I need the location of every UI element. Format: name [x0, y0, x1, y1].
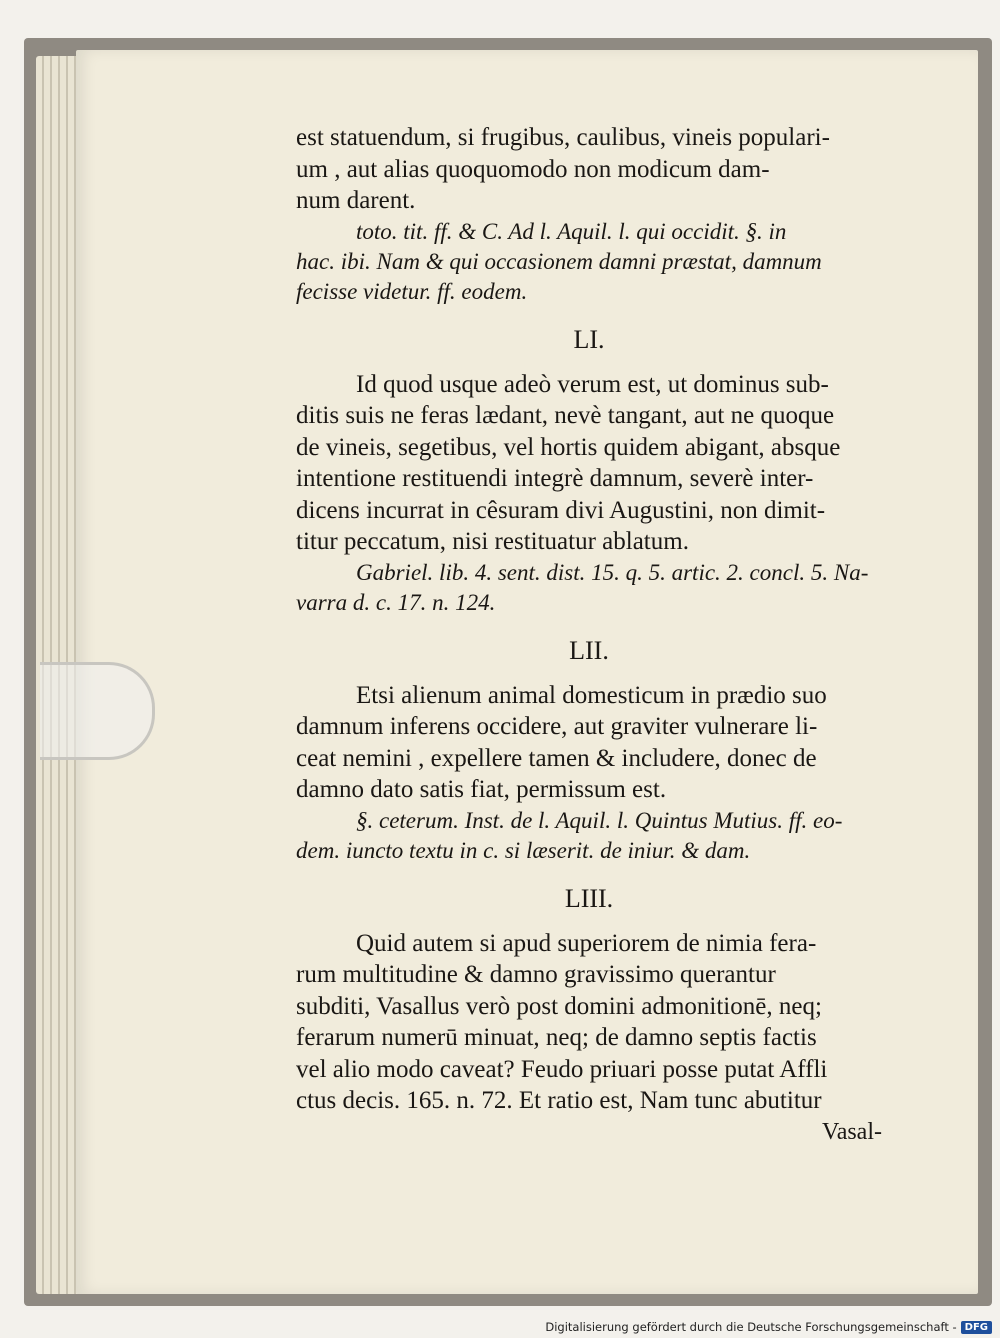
text-line: damno dato satis fiat, permissum est. — [296, 776, 667, 803]
paragraph-continued — [296, 122, 882, 217]
text-line: ferarum numerū minuat, neq; de damno septis factis — [296, 1024, 817, 1051]
text-line: Etsi alienum animal domesticum in prædio suo — [356, 681, 827, 709]
reference-line: hac. ibi. Nam & qui occasionem damni præstat, damnum — [296, 248, 822, 274]
reference-line: Gabriel. lib. 4. sent. dist. 15. q. 5. artic. 2. concl. 5. Na- — [356, 559, 869, 585]
text-line: ditis suis ne feras lædant, nevè tangant, aut ne quoque — [296, 402, 835, 429]
section-heading-52: LII. — [569, 635, 609, 665]
reference-line: fecisse videtur. ff. eodem. — [296, 278, 528, 304]
text-line: titur peccatum, nisi restituatur ablatum. — [296, 528, 689, 555]
text-line: ceat nemini , expellere tamen & includere, donec de — [296, 744, 817, 772]
section-heading-53: LIII. — [564, 883, 614, 913]
paragraph-53 — [296, 928, 882, 1117]
text-line: dicens incurrat in cêsuram divi Augustini, non dimit- — [296, 496, 826, 524]
catchword: Vasal- — [822, 1118, 882, 1145]
reference-line: varra d. c. 17. n. 124. — [296, 589, 496, 615]
section-heading-51: LI. — [573, 324, 605, 354]
text-line: Quid autem si apud superiorem de nimia fera- — [356, 929, 817, 957]
footer-text: Digitalisierung gefördert durch die Deutsche Forschungsgemeinschaft - — [545, 1320, 957, 1334]
text-line: damnum inferens occidere, aut graviter vulnerare li- — [296, 713, 818, 740]
reference-line: toto. tit. ff. & C. Ad l. Aquil. l. qui occidit. §. in — [356, 218, 787, 244]
text-line: Id quod usque adeò verum est, ut dominus sub- — [356, 370, 829, 398]
paragraph-51 — [296, 369, 882, 558]
text-line: ctus decis. 165. n. 72. Et ratio est, Nam tunc abutitur — [296, 1087, 822, 1114]
text-line: vel alio modo caveat? Feudo priuari posse putat Affli — [296, 1055, 828, 1083]
text-line: num darent. — [296, 187, 416, 214]
text-line: subditi, Vasallus verò post domini admonitionē, neq; — [296, 992, 822, 1020]
digitization-footer — [545, 1320, 992, 1334]
reference-line: dem. iuncto textu in c. si læserit. de iniur. & dam. — [296, 837, 751, 863]
page-text — [296, 122, 882, 1146]
text-line: intentione restituendi integrè damnum, severè inter- — [296, 465, 814, 492]
reference-block — [296, 558, 882, 618]
text-line: est statuendum, si frugibus, caulibus, vineis populari- — [296, 124, 830, 151]
reference-line: §. ceterum. Inst. de l. Aquil. l. Quintus Mutius. ff. eo- — [356, 807, 843, 833]
reference-block — [296, 217, 882, 307]
page-clip — [40, 662, 155, 760]
dfg-logo-icon: DFG — [961, 1321, 992, 1334]
text-line: de vineis, segetibus, vel hortis quidem abigant, absque — [296, 433, 841, 461]
paragraph-52 — [296, 680, 882, 806]
text-line: um , aut alias quoquomodo non modicum dam- — [296, 155, 770, 183]
reference-block — [296, 806, 882, 866]
text-line: rum multitudine & damno gravissimo querantur — [296, 961, 776, 988]
